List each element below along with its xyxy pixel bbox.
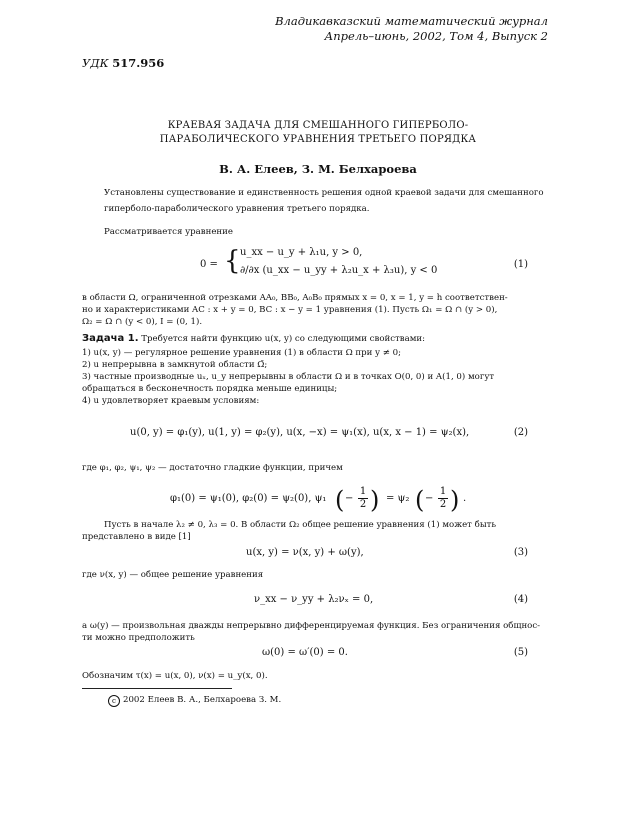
- paper-authors: В. А. Елеев, З. М. Белхароева: [219, 162, 417, 176]
- condition-1: 1) u(x, y) — регулярное решение уравнения (1) в области Ω при y ≠ 0;: [82, 348, 401, 358]
- task-text: Требуется найти функцию u(x, y) со следующими свойствами:: [141, 334, 426, 344]
- footnote-rule: [82, 688, 232, 689]
- domain-paragraph: [82, 292, 554, 328]
- omega-line-2: ти можно предположить: [82, 633, 195, 643]
- let-paragraph: [82, 519, 554, 543]
- minus-sign-1: −: [345, 493, 354, 504]
- equation-5-number: (5): [513, 647, 528, 658]
- paren-left-2: (: [415, 486, 425, 514]
- equation-4: ν_xx − ν_yy + λ₂νₓ = 0,: [254, 594, 374, 605]
- compat-part-b: = ψ₂: [386, 493, 410, 504]
- conditions-list: [82, 347, 554, 407]
- equation-5: ω(0) = ω′(0) = 0.: [262, 647, 348, 658]
- condition-4: 4) u удовлетворяет краевым условиям:: [82, 396, 260, 406]
- title-line-1: КРАЕВАЯ ЗАДАЧА ДЛЯ СМЕШАННОГО ГИПЕРБОЛО-: [167, 120, 469, 131]
- udk-code: [82, 56, 164, 70]
- fraction-1-num: 1: [359, 486, 367, 497]
- where-nu-text: где ν(x, y) — общее решение уравнения: [82, 570, 264, 580]
- title-line-2: ПАРАБОЛИЧЕСКОГО УРАВНЕНИЯ ТРЕТЬЕГО ПОРЯДКА: [159, 134, 477, 145]
- consider-text: Рассматривается уравнение: [104, 227, 233, 237]
- paren-right-1: ): [370, 486, 380, 514]
- eq1-case-1: u_xx − u_y + λ₁u, y > 0,: [240, 247, 363, 258]
- notation-text: Обозначим τ(x) = u(x, 0), ν(x) = u_y(x, 0).: [82, 671, 268, 681]
- omega-line-1: а ω(y) — произвольная дважды непрерывно дифференцируемая функция. Без ограничения общнос-: [82, 621, 541, 631]
- equation-3: u(x, y) = ν(x, y) + ω(y),: [246, 547, 364, 558]
- task-statement: [82, 333, 554, 345]
- copyright-note: [108, 695, 281, 707]
- minus-sign-2: −: [425, 493, 434, 504]
- fraction-2-num: 1: [439, 486, 447, 497]
- fraction-2: [438, 486, 448, 510]
- let-line-2: представлено в виде [1]: [82, 532, 191, 542]
- domain-line-3: Ω₂ = Ω ∩ (y < 0), I = (0, 1).: [82, 317, 203, 327]
- journal-title: Владикавказский математический журнал: [275, 14, 548, 28]
- task-label: Задача 1.: [82, 333, 139, 344]
- eq1-brace: {: [224, 246, 241, 276]
- equation-2: u(0, y) = φ₁(y), u(1, y) = φ₂(y), u(x, −x) = ψ₁(x), u(x, x − 1) = ψ₂(x),: [130, 427, 470, 438]
- journal-issue: Апрель–июнь, 2002, Том 4, Выпуск 2: [324, 29, 548, 43]
- abstract: Установлены существование и единственность решения одной краевой задачи для смешанного гиперболо-параболического уравнения третьего порядка.: [104, 188, 544, 214]
- paper-title: [82, 119, 554, 147]
- eq1-lhs: 0 =: [200, 259, 218, 270]
- let-line-1: Пусть в начале λ₂ ≠ 0, λ₃ = 0. В области Ω₂ общее решение уравнения (1) может быть: [104, 520, 497, 530]
- condition-3-line-2: обращаться в бесконечность порядка меньше единицы;: [82, 384, 338, 394]
- equation-4-number: (4): [513, 594, 528, 605]
- condition-3-line-1: 3) частные производные uₓ, u_y непрерывны в области Ω и в точках O(0, 0) и A(1, 0) могут: [82, 372, 495, 382]
- udk-label: УДК: [82, 56, 109, 70]
- fraction-2-den: 2: [439, 499, 447, 510]
- equation-2-number: (2): [513, 427, 528, 438]
- where-phi-text: где φ₁, φ₂, ψ₁, ψ₂ — достаточно гладкие функции, причем: [82, 463, 343, 473]
- domain-line-1: в области Ω, ограниченной отрезками AA₀, BB₀, A₀B₀ прямых x = 0, x = 1, y = h соответствен-: [82, 293, 508, 303]
- fraction-1: [358, 486, 368, 510]
- copyright-text: 2002 Елеев В. А., Белхароева З. М.: [123, 695, 282, 705]
- paren-left-1: (: [335, 486, 345, 514]
- condition-2: 2) u непрерывна в замкнутой области Ω̄;: [82, 360, 268, 370]
- equation-3-number: (3): [513, 547, 528, 558]
- eq1-case-2: ∂/∂x (u_xx − u_yy + λ₂u_x + λ₃u), y < 0: [240, 265, 438, 276]
- journal-header: [275, 14, 548, 44]
- compat-part-a: φ₁(0) = ψ₁(0), φ₂(0) = ψ₂(0), ψ₁: [170, 493, 327, 504]
- period: .: [463, 493, 467, 504]
- fraction-1-den: 2: [359, 499, 367, 510]
- equation-1-number: (1): [513, 259, 528, 270]
- omega-paragraph: [82, 620, 554, 644]
- domain-line-2: но и характеристиками AC : x + y = 0, BC : x − y = 1 уравнения (1). Пусть Ω₁ = Ω ∩ (y > 0),: [82, 305, 498, 315]
- copyright-icon: c: [108, 695, 120, 707]
- paren-right-2: ): [450, 486, 460, 514]
- udk-number: 517.956: [112, 56, 165, 70]
